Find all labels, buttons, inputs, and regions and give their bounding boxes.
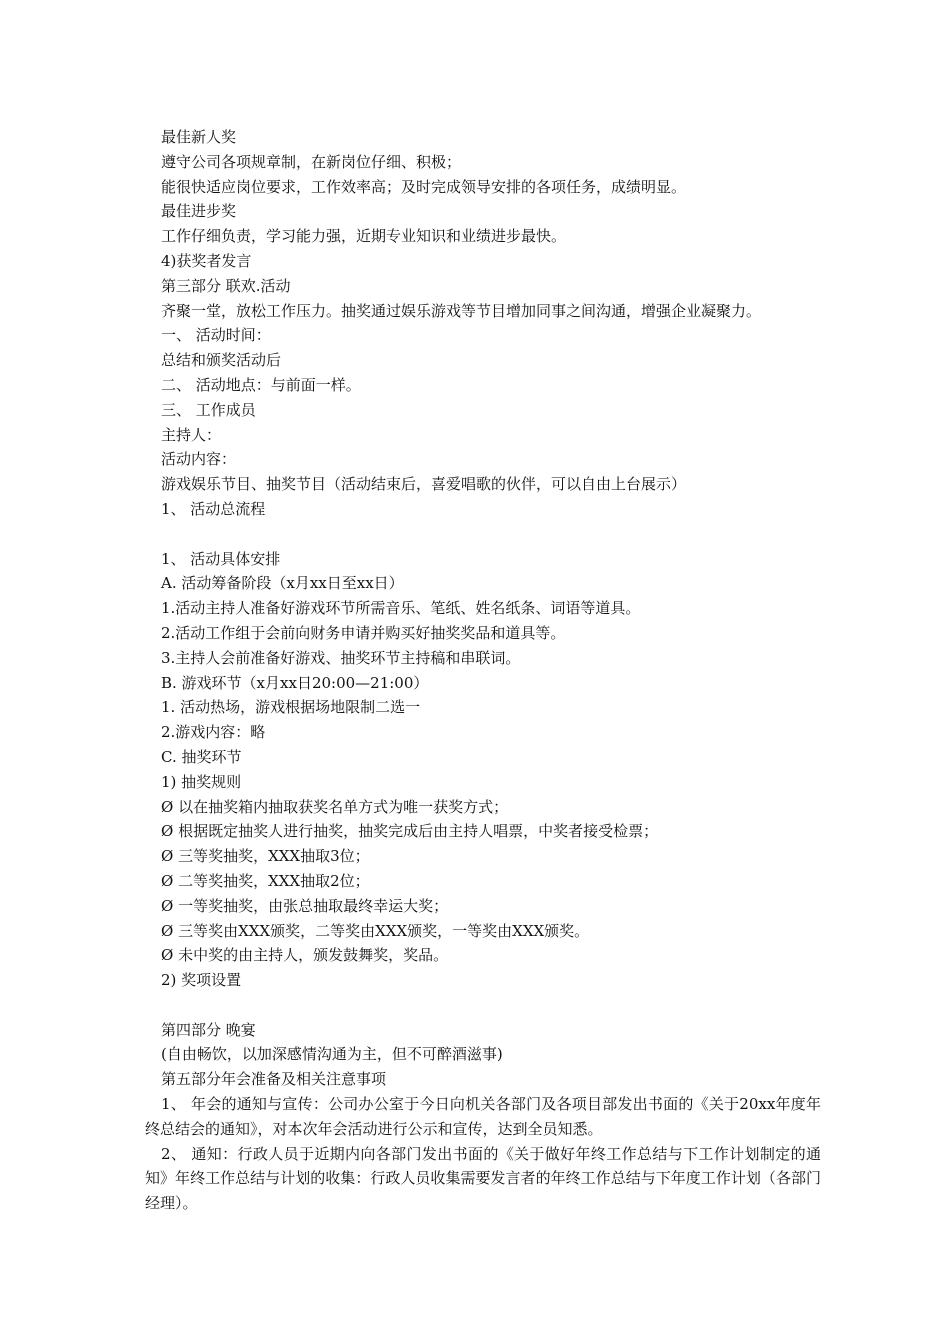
section-heading-part-three: 第三部分 联欢.活动 bbox=[161, 276, 291, 295]
paragraph-line: 1) 抽奖规则 bbox=[161, 772, 242, 791]
paragraph-line: 1.活动主持人准备好游戏环节所需音乐、笔纸、姓名纸条、词语等道具。 bbox=[161, 599, 641, 618]
bullet-item: Ø 一等奖抽奖，由张总抽取最终幸运大奖； bbox=[161, 896, 449, 915]
paragraph-line: 2) 奖项设置 bbox=[161, 971, 242, 990]
paragraph-line: 4)获奖者发言 bbox=[161, 251, 252, 270]
bullet-item: Ø 以在抽奖箱内抽取获奖名单方式为唯一获奖方式； bbox=[161, 797, 509, 816]
paragraph-line: 二、 活动地点：与前面一样。 bbox=[161, 375, 361, 394]
paragraph-line: 能很快适应岗位要求，工作效率高；及时完成领导安排的各项任务，成绩明显。 bbox=[161, 177, 687, 196]
blank-line bbox=[161, 522, 821, 547]
section-heading-part-five: 第五部分年会准备及相关注意事项 bbox=[161, 1070, 387, 1089]
bullet-item: Ø 未中奖的由主持人，颁发鼓舞奖，奖品。 bbox=[161, 946, 449, 965]
paragraph-line: 主持人： bbox=[161, 425, 222, 444]
paragraph-annual-notice: 1、 年会的通知与宣传：公司办公室于今日向机关各部门及各项目部发出书面的《关于20xx年度年终总结会的通知》，对本次年会活动进行公示和宣传，达到全员知悉。 bbox=[145, 1095, 821, 1138]
paragraph-line: 1、 活动具体安排 bbox=[161, 549, 281, 568]
bullet-item: Ø 三等奖抽奖，XXX抽取3位； bbox=[161, 847, 370, 866]
heading-best-progress-award: 最佳进步奖 bbox=[161, 202, 237, 221]
paragraph-line: 1. 活动热场，游戏根据场地限制二选一 bbox=[161, 698, 421, 717]
bullet-item: Ø 根据既定抽奖人进行抽奖，抽奖完成后由主持人唱票，中奖者接受检票； bbox=[161, 822, 659, 841]
paragraph-line: 工作仔细负责，学习能力强，近期专业知识和业绩进步最快。 bbox=[161, 227, 567, 246]
paragraph-line: 2.游戏内容：略 bbox=[161, 723, 266, 742]
paragraph-line: 齐聚一堂，放松工作压力。抽奖通过娱乐游戏等节目增加同事之间沟通，增强企业凝聚力。 bbox=[161, 301, 762, 320]
paragraph-line: 游戏娱乐节目、抽奖节目（活动结束后，喜爱唱歌的伙伴，可以自由上台展示） bbox=[161, 475, 687, 494]
paragraph-line: 活动内容： bbox=[161, 450, 237, 469]
document-body bbox=[145, 125, 821, 1216]
paragraph-line: 一、 活动时间： bbox=[161, 326, 271, 345]
paragraph-line: 3.主持人会前准备好游戏、抽奖环节主持稿和串联词。 bbox=[161, 648, 521, 667]
paragraph-line: 三、 工作成员 bbox=[161, 400, 256, 419]
paragraph-line: B. 游戏环节（x月xx日20:00—21:00） bbox=[161, 673, 429, 692]
paragraph-line: A. 活动筹备阶段（x月xx日至xx日） bbox=[161, 574, 404, 593]
paragraph-line: 遵守公司各项规章制，在新岗位仔细、积极； bbox=[161, 152, 462, 171]
paragraph-line: 2.活动工作组于会前向财务申请并购买好抽奖奖品和道具等。 bbox=[161, 623, 566, 642]
bullet-item: Ø 三等奖由XXX颁奖，二等奖由XXX颁奖，一等奖由XXX颁奖。 bbox=[161, 921, 590, 940]
section-heading-part-four: 第四部分 晚宴 bbox=[161, 1020, 256, 1039]
paragraph-line: 总结和颁奖活动后 bbox=[161, 351, 282, 370]
bullet-item: Ø 二等奖抽奖，XXX抽取2位； bbox=[161, 871, 370, 890]
paragraph-line: (自由畅饮，以加深感情沟通为主，但不可醉酒滋事) bbox=[161, 1045, 503, 1064]
paragraph-line: C. 抽奖环节 bbox=[161, 747, 242, 766]
blank-line bbox=[161, 993, 821, 1018]
paragraph-work-summary-notice: 2、 通知：行政人员于近期内向各部门发出书面的《关于做好年终工作总结与下工作计划制定的通知》年终工作总结与计划的收集：行政人员收集需要发言者的年终工作总结与下年度工作计划（各部门经理）。 bbox=[145, 1144, 821, 1213]
heading-best-newcomer-award: 最佳新人奖 bbox=[161, 128, 237, 146]
paragraph-line: 1、 活动总流程 bbox=[161, 499, 266, 518]
